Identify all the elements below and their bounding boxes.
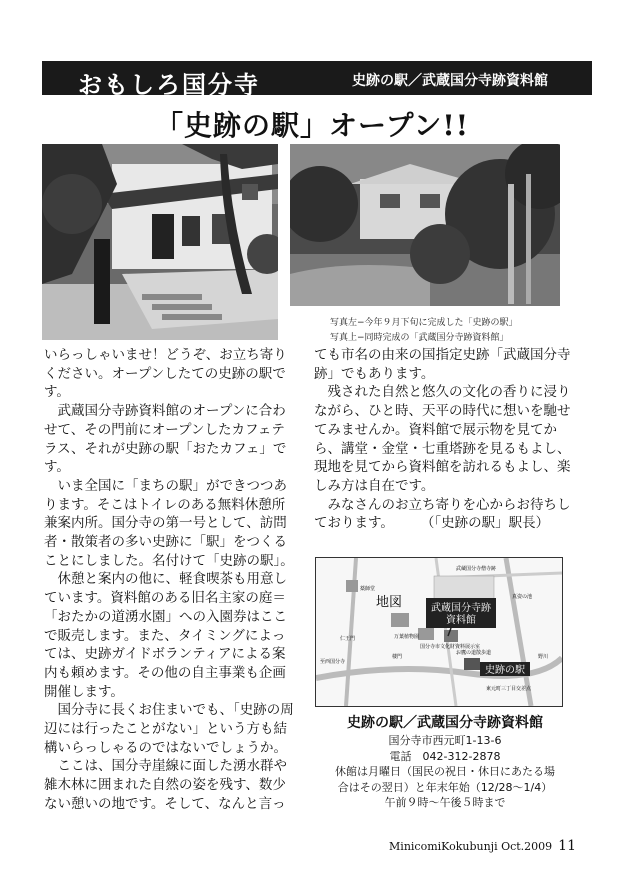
facility-closed-2: 合はその翌日）と年末年始（12/28〜1/4） (337, 780, 553, 794)
article-column-1 (44, 346, 298, 814)
paragraph: 武蔵国分寺跡資料館のオープンに合わせて、その門前にオープンしたカフェテラス、それが史跡の駅「おたカフェ」です。 (44, 403, 287, 476)
photo-shiseki-station (42, 144, 278, 340)
publication-name: MinicomiKokubunji Oct.2009 (389, 840, 553, 853)
paragraph: 休憩と案内の他に、軽食喫茶も用意しています。資料館のある旧名主家の庭＝「おたかの道湧水園」への入園券はここで販売します。また、タイミングによっては、史跡ガイドボランティアによる案内も頼めます。その他の自主事業も企画開催します。 (44, 571, 287, 700)
facility-name: 史跡の駅／武蔵国分寺跡資料館 (347, 715, 543, 731)
paragraph: ても市名の由来の国指定史跡「武蔵国分寺跡」でもあります。 (314, 347, 571, 382)
map-label-roumon: 楼門 (392, 654, 403, 660)
facility-tel: 電話 042-312-2878 (389, 749, 501, 763)
facility-closed-1: 休館は月曜日（国民の祝日・休日にあたる場 (335, 765, 555, 778)
map-title: 地図 (376, 595, 403, 610)
map-museum-label-1: 武蔵国分寺跡 (431, 603, 491, 614)
series-title: おもしろ国分寺 (78, 71, 260, 99)
map-label-yakushido: 薬師堂 (360, 586, 376, 592)
map-label-nogawa: 野川 (538, 654, 549, 660)
paragraph: ここは、国分寺崖線に面した湧水群や雑木林に囲まれた自然の姿を残す、数少ない憩いの地です。そして、なんと言っ (44, 758, 287, 812)
map-label-nishi-kokubunji: 至西国分寺 (320, 659, 346, 665)
location-map (315, 557, 563, 707)
facility-address: 国分寺市西元町1-13-6 (388, 734, 502, 747)
section-header-bar (42, 61, 592, 99)
caption-line-1: 写真左−今年９月下旬に完成した「史跡の駅」 (330, 318, 518, 328)
paragraph: いま全国に「まちの駅」ができつつあります。そこはトイレのある無料休憩所兼案内所。国分寺の第一号として、訪問者・散策者の多い史跡に「駅」をつくることにしました。名付けて「史跡の駅」。 (44, 477, 294, 569)
paragraph: 国分寺に長くお住まいでも、「史跡の周辺には行ったことがない」という方も結構いらっしゃるのではないでしょうか。 (44, 702, 294, 756)
map-label-niomon: 仁王門 (340, 636, 356, 642)
photo-caption (330, 316, 518, 346)
map-label-teisho: 武蔵国分寺僧寺跡 (456, 566, 497, 572)
paragraph: 残された自然と悠久の文化の香りに浸りながら、ひと時、天平の時代に想いを馳せてみませんか。資料館で展示物を見てから、講堂・金堂・七重塔跡を見るもよし、現地を見てから資料館を訪れるもよし、楽しみ方は自在です。 (314, 384, 571, 494)
map-label-bunkazai: 国分寺市文化財資料展示室 (420, 644, 481, 650)
article-headline: 「史跡の駅」オープン!! (154, 109, 470, 142)
map-label-shinsen: 真姿の池 (512, 594, 533, 600)
page-number: 11 (558, 838, 576, 854)
caption-line-2: 写真上−同時完成の「武蔵国分寺跡資料館」 (330, 333, 509, 343)
map-label-higashi-motomachi: 東元町三丁目交差点 (486, 686, 532, 692)
article-column-2 (314, 346, 580, 533)
facility-hours: 午前９時〜午後５時まで (384, 796, 506, 809)
map-label-manjo: 万葉植物園 (394, 634, 420, 640)
header-subtitle: 史跡の駅／武蔵国分寺跡資料館 (352, 73, 548, 89)
facility-info (300, 713, 590, 811)
paragraph: いらっしゃいませ！どうぞ、お立ち寄りください。オープンしたての史跡の駅です。 (44, 347, 287, 401)
paragraph: みなさんのお立ち寄りを心からお待ちしております。 （「史跡の駅」駅長） (314, 496, 571, 532)
page-footer (389, 838, 576, 854)
map-label-otaka: お鷹の道散歩道 (456, 650, 492, 656)
map-station-label: 史跡の駅 (485, 665, 525, 676)
photo-museum (290, 144, 560, 306)
map-museum-label-2: 資料館 (446, 615, 476, 626)
